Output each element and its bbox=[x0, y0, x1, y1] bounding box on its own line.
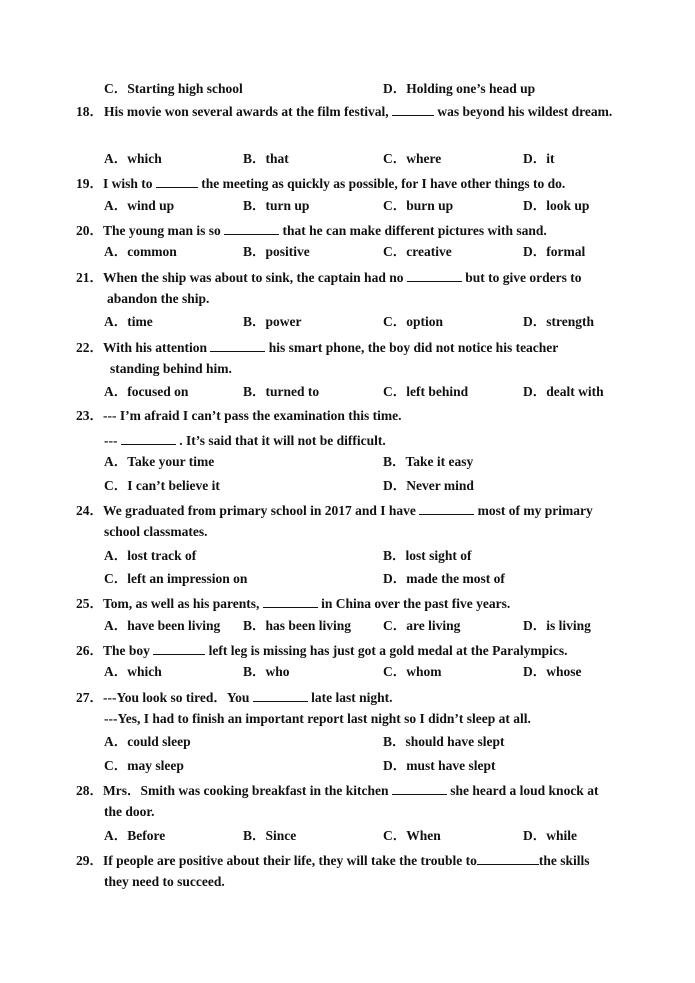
option-27-d[interactable]: D．must have slept bbox=[383, 758, 496, 773]
question-text: The boy bbox=[103, 643, 150, 658]
answer-blank[interactable] bbox=[392, 101, 434, 116]
question-26 bbox=[76, 640, 568, 660]
question-number: 24． bbox=[76, 503, 103, 518]
option-21-a[interactable]: A．time bbox=[104, 314, 153, 329]
answer-blank[interactable] bbox=[224, 220, 279, 235]
option-28-b[interactable]: B．Since bbox=[243, 828, 297, 843]
answer-blank[interactable] bbox=[121, 430, 176, 445]
option-27-a[interactable]: A．could sleep bbox=[104, 734, 191, 749]
option-25-d[interactable]: D．is living bbox=[523, 618, 591, 633]
question-text: late last night. bbox=[311, 690, 393, 705]
question-text: that he can make different pictures with sand. bbox=[282, 223, 547, 238]
question-number: 20． bbox=[76, 223, 103, 238]
question-text: she heard a loud knock at bbox=[450, 783, 599, 798]
option-23-d[interactable]: D．Never mind bbox=[383, 478, 474, 493]
answer-blank[interactable] bbox=[407, 267, 462, 282]
answer-blank[interactable] bbox=[419, 500, 474, 515]
option-19-c[interactable]: C．burn up bbox=[383, 198, 454, 213]
option-21-d[interactable]: D．strength bbox=[523, 314, 595, 329]
option-19-d[interactable]: D．look up bbox=[523, 198, 590, 213]
option-20-b[interactable]: B．positive bbox=[243, 244, 310, 259]
option-25-b[interactable]: B．has been living bbox=[243, 618, 352, 633]
question-text: . It’s said that it will not be difficult. bbox=[179, 433, 386, 448]
option-18-a[interactable]: A．which bbox=[104, 151, 162, 166]
question-19 bbox=[76, 173, 565, 193]
option-26-d[interactable]: D．whose bbox=[523, 664, 582, 679]
question-text: The young man is so bbox=[103, 223, 221, 238]
question-24-cont: school classmates. bbox=[104, 524, 208, 539]
answer-blank[interactable] bbox=[156, 173, 198, 188]
question-text: I wish to bbox=[103, 176, 153, 191]
option-26-a[interactable]: A．which bbox=[104, 664, 162, 679]
option-23-c[interactable]: C．I can’t believe it bbox=[104, 478, 220, 493]
answer-blank[interactable] bbox=[253, 687, 308, 702]
question-text: We graduated from primary school in 2017 and I have bbox=[103, 503, 416, 518]
option-27-c[interactable]: C．may sleep bbox=[104, 758, 184, 773]
answer-blank[interactable] bbox=[210, 337, 265, 352]
option-28-a[interactable]: A．Before bbox=[104, 828, 166, 843]
option-23-a[interactable]: A．Take your time bbox=[104, 454, 215, 469]
question-number: 22． bbox=[76, 340, 103, 355]
option-26-c[interactable]: C．whom bbox=[383, 664, 442, 679]
question-24 bbox=[76, 500, 593, 520]
question-text: the meeting as quickly as possible, for I have other things to do. bbox=[201, 176, 566, 191]
option-18-d[interactable]: D．it bbox=[523, 151, 555, 166]
question-28 bbox=[76, 780, 598, 800]
question-text: --- bbox=[104, 433, 118, 448]
option-24-b[interactable]: B．lost sight of bbox=[383, 548, 472, 563]
question-number: 27． bbox=[76, 690, 103, 705]
question-23 bbox=[76, 407, 401, 425]
option-28-d[interactable]: D．while bbox=[523, 828, 577, 843]
question-22 bbox=[76, 337, 558, 357]
option-26-b[interactable]: B．who bbox=[243, 664, 290, 679]
answer-blank[interactable] bbox=[153, 640, 205, 655]
option-25-c[interactable]: C．are living bbox=[383, 618, 461, 633]
option-24-c[interactable]: C．left an impression on bbox=[104, 571, 248, 586]
question-text: most of my primary bbox=[477, 503, 593, 518]
question-number: 28． bbox=[76, 783, 103, 798]
question-text: left leg is missing has just got a gold medal at the Paralympics. bbox=[208, 643, 568, 658]
question-number: 26． bbox=[76, 643, 103, 658]
option-27-b[interactable]: B．should have slept bbox=[383, 734, 505, 749]
question-number: 23． bbox=[76, 408, 103, 423]
question-29-cont: they need to succeed. bbox=[104, 874, 225, 889]
question-18 bbox=[76, 100, 621, 123]
question-27-reply: ---Yes, I had to finish an important report last night so I didn’t sleep at all. bbox=[104, 711, 531, 726]
question-text: his smart phone, the boy did not notice his teacher bbox=[268, 340, 559, 355]
question-20 bbox=[76, 220, 547, 240]
question-number: 29． bbox=[76, 853, 103, 868]
question-text: ---You look so tired．You bbox=[103, 690, 250, 705]
question-text: Tom, as well as his parents, bbox=[103, 596, 260, 611]
option-22-c[interactable]: C．left behind bbox=[383, 384, 469, 399]
option-18-c[interactable]: C．where bbox=[383, 151, 442, 166]
question-28-cont: the door. bbox=[104, 804, 155, 819]
question-number: 25． bbox=[76, 596, 103, 611]
question-text: in China over the past five years. bbox=[321, 596, 511, 611]
answer-blank[interactable] bbox=[477, 850, 539, 865]
question-text: but to give orders to bbox=[465, 270, 582, 285]
option-28-c[interactable]: C．When bbox=[383, 828, 441, 843]
option-18-b[interactable]: B．that bbox=[243, 151, 289, 166]
question-text: was beyond his wildest dream. bbox=[437, 104, 613, 119]
option-20-d[interactable]: D．formal bbox=[523, 244, 586, 259]
question-25 bbox=[76, 593, 510, 613]
question-21-cont: abandon the ship. bbox=[107, 291, 210, 306]
option-21-c[interactable]: C．option bbox=[383, 314, 444, 329]
option-17-c[interactable]: C．Starting high school bbox=[104, 81, 243, 96]
option-19-a[interactable]: A．wind up bbox=[104, 198, 175, 213]
answer-blank[interactable] bbox=[392, 780, 447, 795]
option-25-a[interactable]: A．have been living bbox=[104, 618, 221, 633]
question-number: 18． bbox=[76, 104, 103, 119]
option-22-d[interactable]: D．dealt with bbox=[523, 384, 604, 399]
question-text: His movie won several awards at the film festival, bbox=[104, 104, 389, 119]
option-19-b[interactable]: B．turn up bbox=[243, 198, 310, 213]
question-text: --- I’m afraid I can’t pass the examination this time. bbox=[103, 408, 402, 423]
option-24-a[interactable]: A．lost track of bbox=[104, 548, 197, 563]
question-text: If people are positive about their life, they will take the trouble to bbox=[103, 853, 477, 868]
question-number: 19． bbox=[76, 176, 103, 191]
answer-blank[interactable] bbox=[263, 593, 318, 608]
option-24-d[interactable]: D．made the most of bbox=[383, 571, 505, 586]
question-29 bbox=[76, 850, 590, 870]
option-22-a[interactable]: A．focused on bbox=[104, 384, 189, 399]
option-17-d[interactable]: D．Holding one’s head up bbox=[383, 81, 536, 96]
option-23-b[interactable]: B．Take it easy bbox=[383, 454, 474, 469]
question-27 bbox=[76, 687, 393, 707]
question-text: When the ship was about to sink, the captain had no bbox=[103, 270, 404, 285]
question-number: 21． bbox=[76, 270, 103, 285]
question-22-cont: standing behind him. bbox=[110, 361, 232, 376]
option-20-c[interactable]: C．creative bbox=[383, 244, 452, 259]
option-21-b[interactable]: B．power bbox=[243, 314, 302, 329]
question-text: With his attention bbox=[103, 340, 208, 355]
question-text: Mrs．Smith was cooking breakfast in the kitchen bbox=[103, 783, 389, 798]
question-21 bbox=[76, 267, 581, 287]
option-22-b[interactable]: B．turned to bbox=[243, 384, 320, 399]
option-20-a[interactable]: A．common bbox=[104, 244, 177, 259]
question-23-reply bbox=[104, 430, 386, 450]
question-text: the skills bbox=[538, 853, 590, 868]
